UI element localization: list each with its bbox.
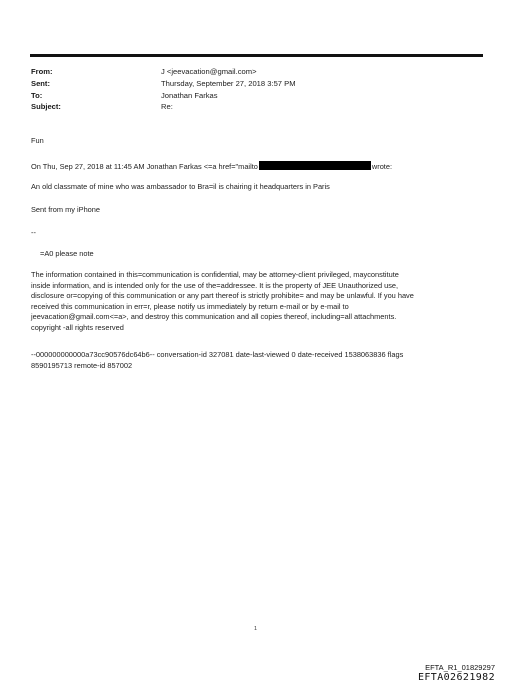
subject-value: Re:: [161, 102, 173, 111]
notice-line: copyright -all rights reserved: [31, 322, 124, 332]
page-number: 1: [254, 626, 258, 632]
quoted-header-line: [31, 161, 392, 173]
metadata-line: 8590195713 remote-id 857002: [31, 361, 133, 371]
notice-line: The information contained in this=communication is confidential, may be attorney-client privileged, mayconstitute: [31, 270, 399, 279]
bates-number-primary: EFTA_R1_01829297: [425, 663, 495, 672]
notice-line: received this communication in err=r, please notify us immediately by return e-mail or by e-mail to: [31, 301, 349, 311]
body-sent-from: Sent from my iPhone: [31, 205, 101, 214]
body-old-classmate: An old classmate of mine who was ambassador to Bra=il is chairing it headquarters in Paris: [31, 182, 330, 191]
notice-line: jeevacation@gmail.com<=a>, and destroy this communication and all copies thereof, including=all attachments.: [31, 312, 397, 322]
from-label: From:: [31, 67, 53, 76]
body-dashes: --: [31, 228, 36, 237]
quoted-header-wrote: wrote:: [371, 162, 393, 171]
sent-label: Sent:: [31, 79, 50, 88]
notice-line: inside information, and is intended only for the use of the=addressee. It is the property of JEE Unauthorized use,: [31, 280, 399, 290]
bates-number-secondary: EFTA02621982: [417, 672, 495, 683]
subject-label: Subject:: [31, 102, 61, 111]
body-please-note: =A0 please note: [40, 249, 94, 258]
conversation-metadata: [31, 349, 403, 371]
from-value: J <jeevacation@gmail.com>: [161, 67, 257, 76]
body-fun: Fun: [31, 136, 44, 145]
to-label: To:: [31, 91, 43, 100]
sent-value: Thursday, September 27, 2018 3:57 PM: [161, 79, 296, 88]
header-rule: [30, 54, 483, 57]
confidentiality-notice: [31, 270, 491, 334]
metadata-line: --000000000000a73cc90576dc64b6-- conversation-id 327081 date-last-viewed 0 date-received 1538063836 flags: [31, 350, 404, 359]
to-value: Jonathan Farkas: [161, 91, 218, 100]
quoted-header-text: On Thu, Sep 27, 2018 at 11:45 AM Jonathan Farkas <=a href="mailto: [31, 162, 258, 171]
redaction-box: [259, 161, 371, 170]
notice-line: disclosure or=copying of this communication or any part thereof is strictly prohibite= and may be unlawful. If you have: [31, 291, 414, 301]
